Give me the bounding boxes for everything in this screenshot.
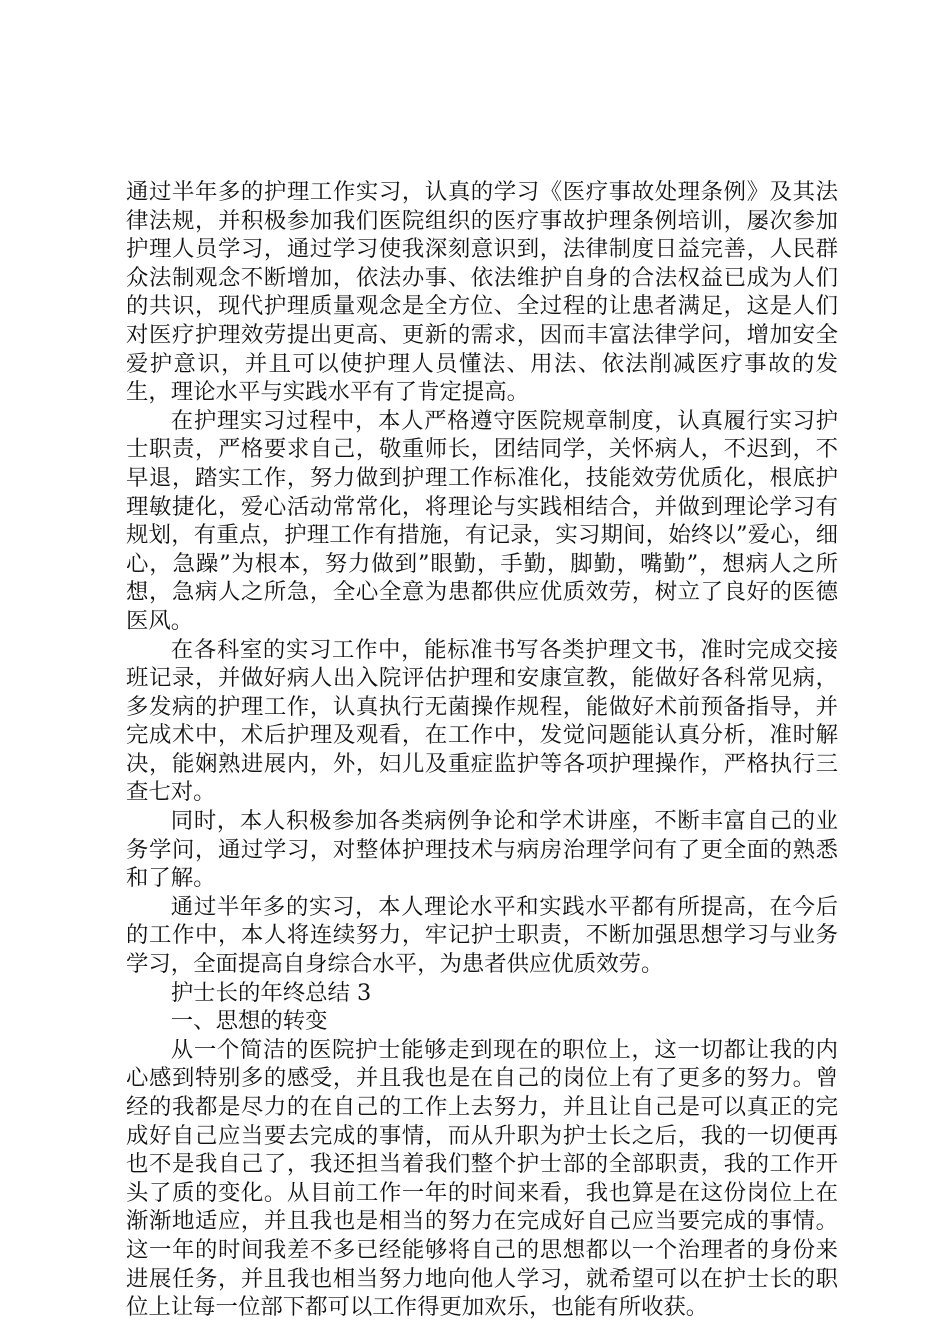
document-page bbox=[126, 178, 838, 1322]
paragraph-5: 通过半年多的实习，本人理论水平和实践水平都有所提高，在今后的工作中，本人将连续努力，牢记护士职责，不断加强思想学习与业务学习，全面提高自身综合水平，为患者供应优质效劳。 bbox=[126, 893, 838, 978]
section-title: 护士长的年终总结 3 bbox=[170, 979, 372, 1006]
paragraph-4: 同时，本人积极参加各类病例争论和学术讲座，不断丰富自己的业务学问，通过学习，对整体护理技术与病房治理学问有了更全面的熟悉和了解。 bbox=[126, 808, 838, 892]
paragraph-2: 在护理实习过程中，本人严格遵守医院规章制度，认真履行实习护士职责，严格要求自己，敬重师长，团结同学，关怀病人，不迟到，不早退，踏实工作，努力做到护理工作标准化，技能效劳优质化，根底护理敏捷化，爱心活动常常化，将理论与实践相结合，并做到理论学习有规划，有重点，护理工作有措施，有记录，实习期间，始终以”爱心，细心，急躁”为根本，努力做到”眼勤，手勤，脚勤，嘴勤”，想病人之所想，急病人之所急，全心全意为患都供应优质效劳，树立了良好的医德医风。 bbox=[126, 407, 838, 634]
paragraph-1: 通过半年多的护理工作实习，认真的学习《医疗事故处理条例》及其法律法规，并积极参加我们医院组织的医疗事故护理条例培训，屡次参加护理人员学习，通过学习使我深刻意识到，法律制度日益完善，人民群众法制观念不断增加，依法办事、依法维护自身的合法权益已成为人们的共识，现代护理质量观念是全方位、全过程的让患者满足，这是人们对医疗护理效劳提出更高、更新的需求，因而丰富法律学问，增加安全爱护意识，并且可以使护理人员懂法、用法、依法削减医疗事故的发生，理论水平与实践水平有了肯定提高。 bbox=[126, 179, 838, 406]
paragraph-3: 在各科室的实习工作中，能标准书写各类护理文书，准时完成交接班记录，并做好病人出入院评估护理和安康宣教，能做好各科常见病，多发病的护理工作，认真执行无菌操作规程，能做好术前预备指导，并完成术中，术后护理及观看，在工作中，发觉问题能认真分析，准时解决，能娴熟进展内，外，妇儿及重症监护等各项护理操作，严格执行三查七对。 bbox=[126, 636, 838, 806]
paragraph-6: 从一个简洁的医院护士能够走到现在的职位上，这一切都让我的内心感到特别多的感受，并且我也是在自己的岗位上有了更多的努力。曾经的我都是尽力的在自己的工作上去努力，并且让自己是可以真正的完成好自己应当要去完成的事情，而从升职为护士长之后，我的一切便再也不是我自己了，我还担当着我们整个护士部的全部职责，我的工作开头了质的变化。从目前工作一年的时间来看，我也算是在这份岗位上在渐渐地适应，并且我也是相当的努力在完成好自己应当要完成的事情。这一年的时间我差不多已经能够将自己的思想都以一个治理者的身份来进展任务，并且我也相当努力地向他人学习，就希望可以在护士长的职位上让每一位部下都可以工作得更加欢乐，也能有所收获。 bbox=[126, 1036, 838, 1321]
subsection-title: 一、思想的转变 bbox=[170, 1008, 328, 1035]
